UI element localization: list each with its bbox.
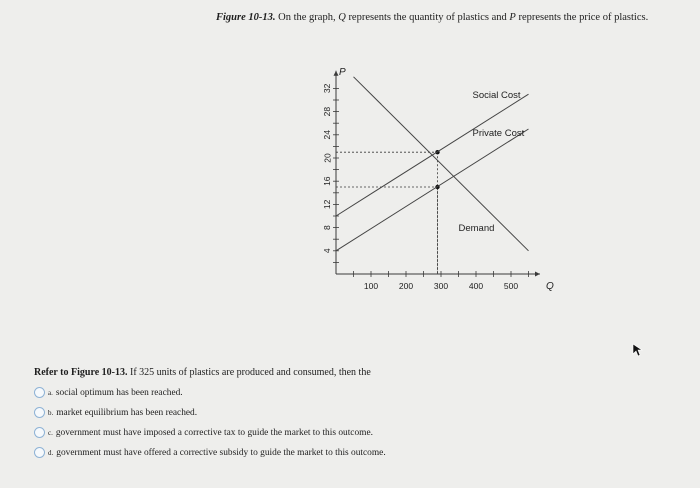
x-tick-label: 100 bbox=[363, 281, 379, 291]
option-d-letter: d. bbox=[48, 448, 54, 457]
question-prompt bbox=[34, 367, 371, 378]
y-tick-label: 32 bbox=[322, 83, 333, 94]
option-d-text: government must have offered a corrective subsidy to guide the market to this outcome. bbox=[56, 447, 386, 458]
question-text: If 325 units of plastics are produced and consumed, then the bbox=[127, 367, 371, 378]
question-ref: Refer to Figure 10-13. bbox=[34, 367, 128, 378]
caption-text-3: represents the price of plastics. bbox=[515, 12, 649, 23]
figure-label: Figure 10-13. bbox=[216, 12, 276, 23]
x-tick-label: 200 bbox=[398, 281, 414, 291]
mouse-pointer-icon bbox=[632, 343, 644, 357]
option-a-text: social optimum has been reached. bbox=[55, 387, 183, 398]
radio-d[interactable] bbox=[34, 447, 45, 458]
x-axis-arrow-icon bbox=[535, 272, 540, 277]
option-a-letter: a. bbox=[48, 388, 53, 397]
x-tick-label: 300 bbox=[433, 281, 449, 291]
y-tick-label: 20 bbox=[322, 153, 333, 163]
caption-text-1: On the graph, bbox=[275, 12, 339, 23]
caption-q-symbol: Q bbox=[338, 12, 346, 23]
option-a[interactable] bbox=[34, 387, 183, 398]
y-axis-arrow-icon bbox=[334, 71, 339, 76]
x-tick-label: 500 bbox=[503, 281, 519, 291]
radio-b[interactable] bbox=[34, 407, 45, 418]
series-label: Social Cost bbox=[472, 90, 521, 102]
option-c-letter: c. bbox=[48, 428, 53, 437]
option-d[interactable] bbox=[34, 447, 386, 458]
x-tick-label: 400 bbox=[468, 281, 484, 291]
radio-a[interactable] bbox=[34, 387, 45, 398]
y-tick-label: 24 bbox=[322, 130, 333, 140]
option-b-letter: b. bbox=[48, 408, 54, 417]
y-tick-label: 28 bbox=[322, 106, 333, 117]
y-tick-label: 4 bbox=[322, 248, 333, 254]
option-c-text: government must have imposed a corrective tax to guide the market to this outcome. bbox=[55, 427, 373, 438]
y-tick-label: 16 bbox=[322, 176, 333, 186]
series-label: Demand bbox=[458, 222, 495, 234]
series-line bbox=[336, 129, 529, 251]
option-b-text: market equilibrium has been reached. bbox=[56, 407, 198, 418]
y-axis-label: P bbox=[339, 66, 346, 78]
series-line bbox=[354, 77, 529, 251]
y-tick-label: 12 bbox=[322, 199, 333, 210]
option-c[interactable] bbox=[34, 427, 373, 438]
caption-p-symbol: P bbox=[509, 12, 516, 23]
series-label: Private Cost bbox=[472, 128, 525, 139]
caption-text-2: represents the quantity of plastics and bbox=[345, 12, 510, 23]
option-b[interactable] bbox=[34, 407, 197, 418]
y-tick-label: 8 bbox=[322, 225, 333, 230]
x-axis-label: Q bbox=[546, 281, 554, 292]
radio-c[interactable] bbox=[34, 427, 45, 438]
